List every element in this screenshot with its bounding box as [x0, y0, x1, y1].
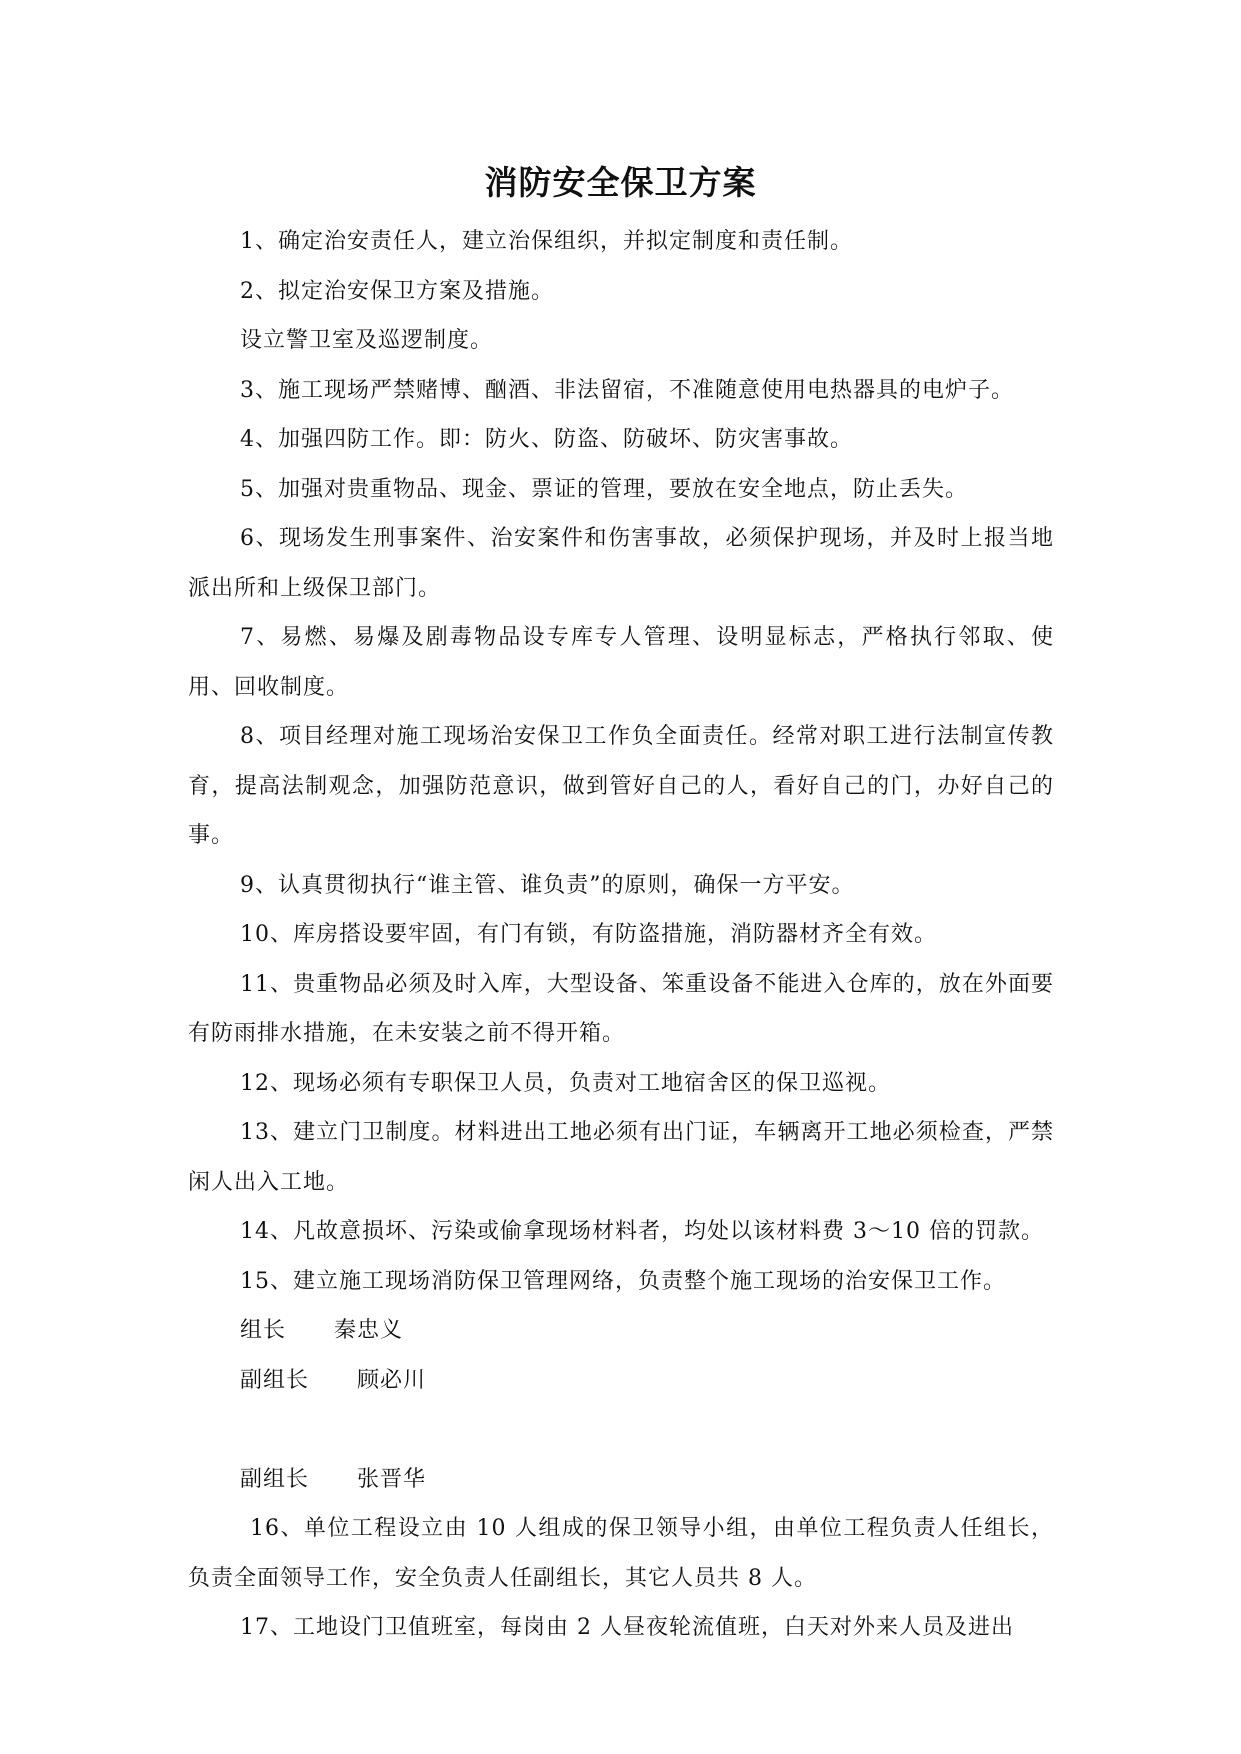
item-2-sub: 设立警卫室及巡逻制度。 [240, 328, 494, 353]
item-5: 5、加强对贵重物品、现金、票证的管理，要放在安全地点，防止丢失。 [240, 476, 968, 502]
item-12: 12、现场必须有专职保卫人员，负责对工地宿舍区的保卫巡视。 [240, 1070, 891, 1096]
item-3: 3、施工现场严禁赌博、酗酒、非法留宿，不准随意使用电热器具的电炉子。 [240, 377, 1014, 403]
member-deputy-2: 副组长 张晋华 [240, 1466, 426, 1492]
item-8: 8、项目经理对施工现场治安保卫工作负全面责任。经常对职工进行法制宣传教育，提高法制观念，加强防范意识，做到管好自己的人，看好自己的门，办好自己的事。 [188, 724, 1054, 848]
item-13: 13、建立门卫制度。材料进出工地必须有出门证，车辆离开工地必须检查，严禁闲人出入工地。 [188, 1120, 1054, 1195]
item-7: 7、易燃、易爆及剧毒物品设专库专人管理、设明显标志，严格执行邻取、使用、回收制度。 [188, 625, 1054, 700]
item-9: 9、认真贯彻执行“谁主管、谁负责”的原则，确保一方平安。 [240, 872, 855, 898]
member-deputy-1: 副组长 顾必川 [240, 1367, 426, 1393]
document-title: 消防安全保卫方案 [484, 163, 757, 202]
item-16: 16、单位工程设立由 10 人组成的保卫领导小组，由单位工程负责人任组长，负责全面领导工作，安全负责人任副组长，其它人员共 8 人。 [188, 1516, 1054, 1591]
document-body [188, 217, 1054, 1653]
item-17: 17、工地设门卫值班室，每岗由 2 人昼夜轮流值班，白天对外来人员及进出 [240, 1615, 1014, 1640]
item-14: 14、凡故意损坏、污染或偷拿现场材料者，均处以该材料费 3～10 倍的罚款。 [240, 1219, 1044, 1244]
item-2: 2、拟定治安保卫方案及措施。 [240, 278, 554, 304]
blank-line [188, 1405, 1054, 1455]
item-4: 4、加强四防工作。即：防火、防盗、防破坏、防灾害事故。 [240, 427, 853, 452]
item-10: 10、库房搭设要牢固，有门有锁，有防盗措施，消防器材齐全有效。 [240, 922, 937, 947]
member-leader: 组长 秦忠义 [240, 1318, 403, 1343]
item-1: 1、确定治安责任人，建立治保组织，并拟定制度和责任制。 [240, 229, 853, 254]
item-15: 15、建立施工现场消防保卫管理网络，负责整个施工现场的治安保卫工作。 [240, 1268, 1006, 1294]
item-11: 11、贵重物品必须及时入库，大型设备、笨重设备不能进入仓库的，放在外面要有防雨排水措施，在未安装之前不得开箱。 [188, 971, 1054, 1046]
item-6: 6、现场发生刑事案件、治安案件和伤害事故，必须保护现场，并及时上报当地派出所和上级保卫部门。 [188, 526, 1054, 601]
